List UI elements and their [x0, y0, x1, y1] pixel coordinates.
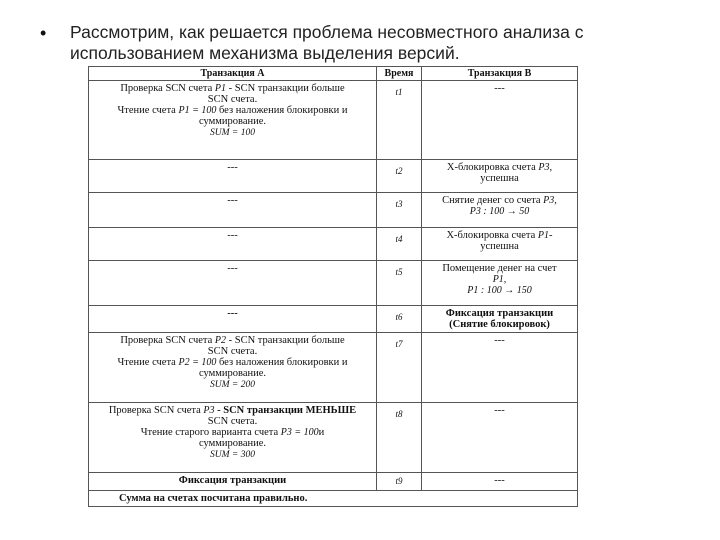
- table-row: [89, 81, 578, 160]
- cell-time: t2: [377, 160, 422, 193]
- transactions-table: [88, 66, 578, 507]
- cell-transaction-b: X-блокировка счета P1- успешна: [422, 228, 578, 261]
- cell-transaction-a: Проверка SCN счета P1 - SCN транзакции больше SCN счета. Чтение счета P1 = 100 без наложения блокировки и суммирование. SUM = 100: [89, 81, 377, 160]
- cell-transaction-b: ---: [422, 403, 578, 473]
- table-row: [89, 333, 578, 403]
- cell-transaction-a: Проверка SCN счета P3 - SCN транзакции МЕНЬШЕ SCN счета. Чтение старого варианта счета P3 = 100и суммирование. SUM = 300: [89, 403, 377, 473]
- table-row: [89, 403, 578, 473]
- table-footer: Сумма на счетах посчитана правильно.: [89, 491, 578, 507]
- cell-time: t3: [377, 193, 422, 228]
- cell-transaction-b: Фиксация транзакции (Снятие блокировок): [422, 306, 578, 333]
- table-row: [89, 193, 578, 228]
- table-row: [89, 261, 578, 306]
- table-header-row: [89, 67, 578, 81]
- bullet-marker: •: [40, 23, 47, 43]
- cell-transaction-a: ---: [89, 228, 377, 261]
- slide-text: Рассмотрим, как решается проблема несовместного анализа с использованием механизма выделения версий.: [70, 22, 584, 63]
- cell-time: t4: [377, 228, 422, 261]
- header-time: Время: [377, 67, 422, 81]
- table-footer-row: [89, 491, 578, 507]
- header-transaction-a: Транзакция А: [89, 67, 377, 81]
- cell-time: t5: [377, 261, 422, 306]
- cell-transaction-a: ---: [89, 160, 377, 193]
- cell-transaction-b: ---: [422, 81, 578, 160]
- header-transaction-b: Транзакция В: [422, 67, 578, 81]
- cell-transaction-a: ---: [89, 306, 377, 333]
- cell-transaction-b: Снятие денег со счета P3, P3 : 100 → 50: [422, 193, 578, 228]
- cell-time: t6: [377, 306, 422, 333]
- cell-transaction-a: Проверка SCN счета P2 - SCN транзакции больше SCN счета. Чтение счета P2 = 100 без наложения блокировки и суммирование. SUM = 200: [89, 333, 377, 403]
- table-row: [89, 473, 578, 491]
- cell-transaction-b: X-блокировка счета P3, успешна: [422, 160, 578, 193]
- cell-time: t9: [377, 473, 422, 491]
- cell-time: t7: [377, 333, 422, 403]
- cell-transaction-b: ---: [422, 333, 578, 403]
- table-row: [89, 160, 578, 193]
- table-row: [89, 228, 578, 261]
- cell-time: t8: [377, 403, 422, 473]
- cell-time: t1: [377, 81, 422, 160]
- cell-transaction-a: ---: [89, 261, 377, 306]
- cell-transaction-b: Помещение денег на счет P1, P1 : 100 → 150: [422, 261, 578, 306]
- cell-transaction-b: ---: [422, 473, 578, 491]
- cell-transaction-a: ---: [89, 193, 377, 228]
- cell-transaction-a: Фиксация транзакции: [89, 473, 377, 491]
- table-row: [89, 306, 578, 333]
